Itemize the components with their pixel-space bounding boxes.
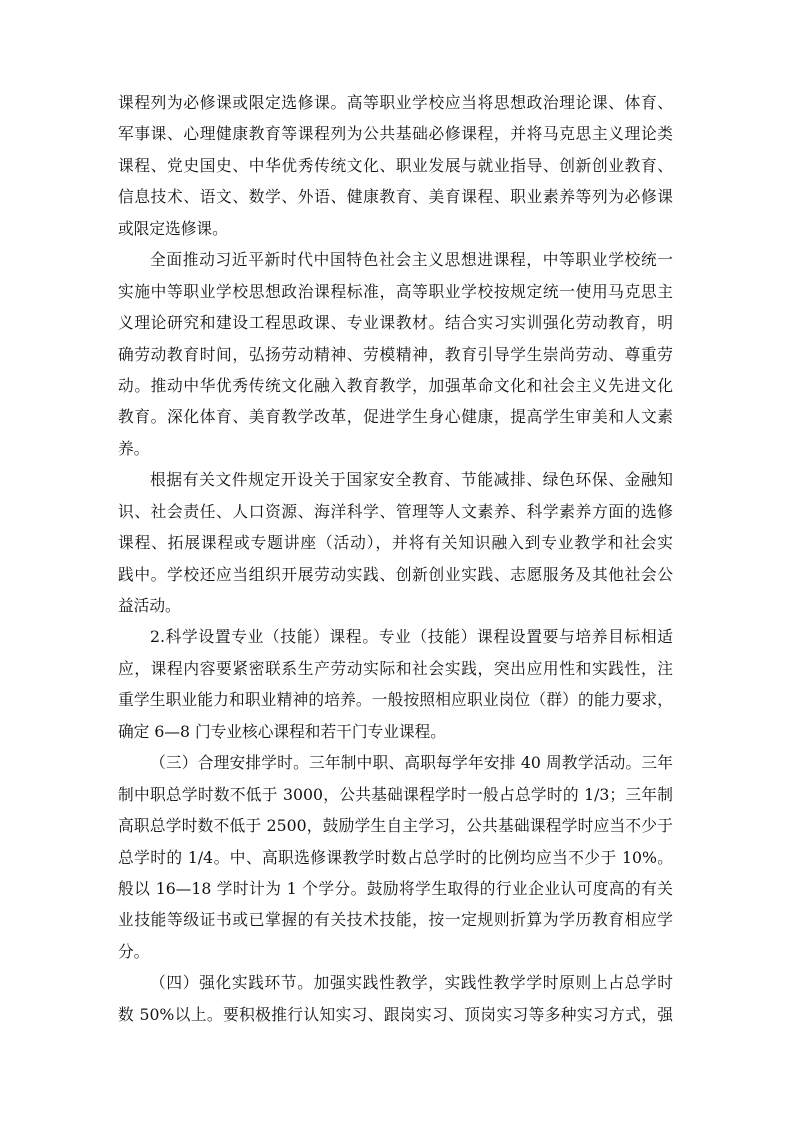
- text-line: 分。: [118, 941, 150, 961]
- text-line: 数 50%以上。要积极推行认知实习、跟岗实习、顶岗实习等多种实习方式，强: [118, 1004, 673, 1024]
- paragraph-4: [118, 621, 673, 747]
- text-line: 实施中等职业学校思想政治课程标准，高等职业学校按规定统一使用马克思主: [118, 281, 673, 301]
- text-line: 或限定选修课。: [118, 218, 228, 238]
- body-text: [118, 87, 673, 1030]
- text-line: 般以 16—18 学时计为 1 个学分。鼓励将学生取得的行业企业认可度高的有关: [118, 878, 673, 898]
- paragraph-3: [118, 464, 673, 621]
- text-line: 2.科学设置专业（技能）课程。专业（技能）课程设置要与培养目标相适: [150, 627, 673, 647]
- paragraph-5: [118, 747, 673, 967]
- text-line: 军事课、心理健康教育等课程列为公共基础必修课程，并将马克思主义理论类: [118, 124, 673, 144]
- paragraph-6: [118, 967, 673, 1030]
- text-line: 课程列为必修课或限定选修课。高等职业学校应当将思想政治理论课、体育、: [118, 93, 673, 112]
- text-line: （三）合理安排学时。三年制中职、高职每学年安排 40 周教学活动。三年: [150, 753, 673, 773]
- text-line: 信息技术、语文、数学、外语、健康教育、美育课程、职业素养等列为必修课: [118, 187, 673, 207]
- text-line: 全面推动习近平新时代中国特色社会主义思想进课程，中等职业学校统一: [150, 250, 673, 270]
- text-line: 教育。深化体育、美育教学改革，促进学生身心健康，提高学生审美和人文素: [118, 407, 673, 427]
- text-line: 课程、党史国史、中华优秀传统文化、职业发展与就业指导、创新创业教育、: [118, 155, 673, 175]
- text-line: 动。推动中华优秀传统文化融入教育教学，加强革命文化和社会主义先进文化: [118, 375, 673, 395]
- text-line: 总学时的 1/4。中、高职选修课教学时数占总学时的比例均应当不少于 10%。: [118, 847, 673, 867]
- text-line: （四）强化实践环节。加强实践性教学，实践性教学学时原则上占总学时: [150, 973, 673, 993]
- text-line: 养。: [118, 438, 150, 458]
- text-line: 课程、拓展课程或专题讲座（活动），并将有关知识融入到专业教学和社会实: [118, 533, 673, 553]
- text-line: 确劳动教育时间，弘扬劳动精神、劳模精神，教育引导学生崇尚劳动、尊重劳: [118, 344, 673, 364]
- text-line: 业技能等级证书或已掌握的有关技术技能，按一定规则折算为学历教育相应学: [118, 910, 673, 930]
- paragraph-1: [118, 87, 673, 244]
- text-line: 义理论研究和建设工程思政课、专业课教材。结合实习实训强化劳动教育，明: [118, 313, 673, 333]
- text-line: 识、社会责任、人口资源、海洋科学、管理等人文素养、科学素养方面的选修: [118, 501, 673, 521]
- text-line: 益活动。: [118, 596, 181, 615]
- text-line: 应，课程内容要紧密联系生产劳动实际和社会实践，突出应用性和实践性，注: [118, 658, 673, 678]
- text-line: 制中职总学时数不低于 3000，公共基础课程学时一般占总学时的 1/3；三年制: [118, 784, 673, 804]
- text-line: 重学生职业能力和职业精神的培养。一般按照相应职业岗位（群）的能力要求，: [118, 690, 673, 710]
- text-line: 确定 6—8 门专业核心课程和若干门专业课程。: [118, 721, 446, 741]
- text-line: 高职总学时数不低于 2500，鼓励学生自主学习，公共基础课程学时应当不少于: [118, 816, 673, 836]
- text-line: 践中。学校还应当组织开展劳动实践、创新创业实践、志愿服务及其他社会公: [118, 564, 673, 584]
- text-line: 根据有关文件规定开设关于国家安全教育、节能减排、绿色环保、金融知: [150, 470, 673, 490]
- paragraph-2: [118, 244, 673, 464]
